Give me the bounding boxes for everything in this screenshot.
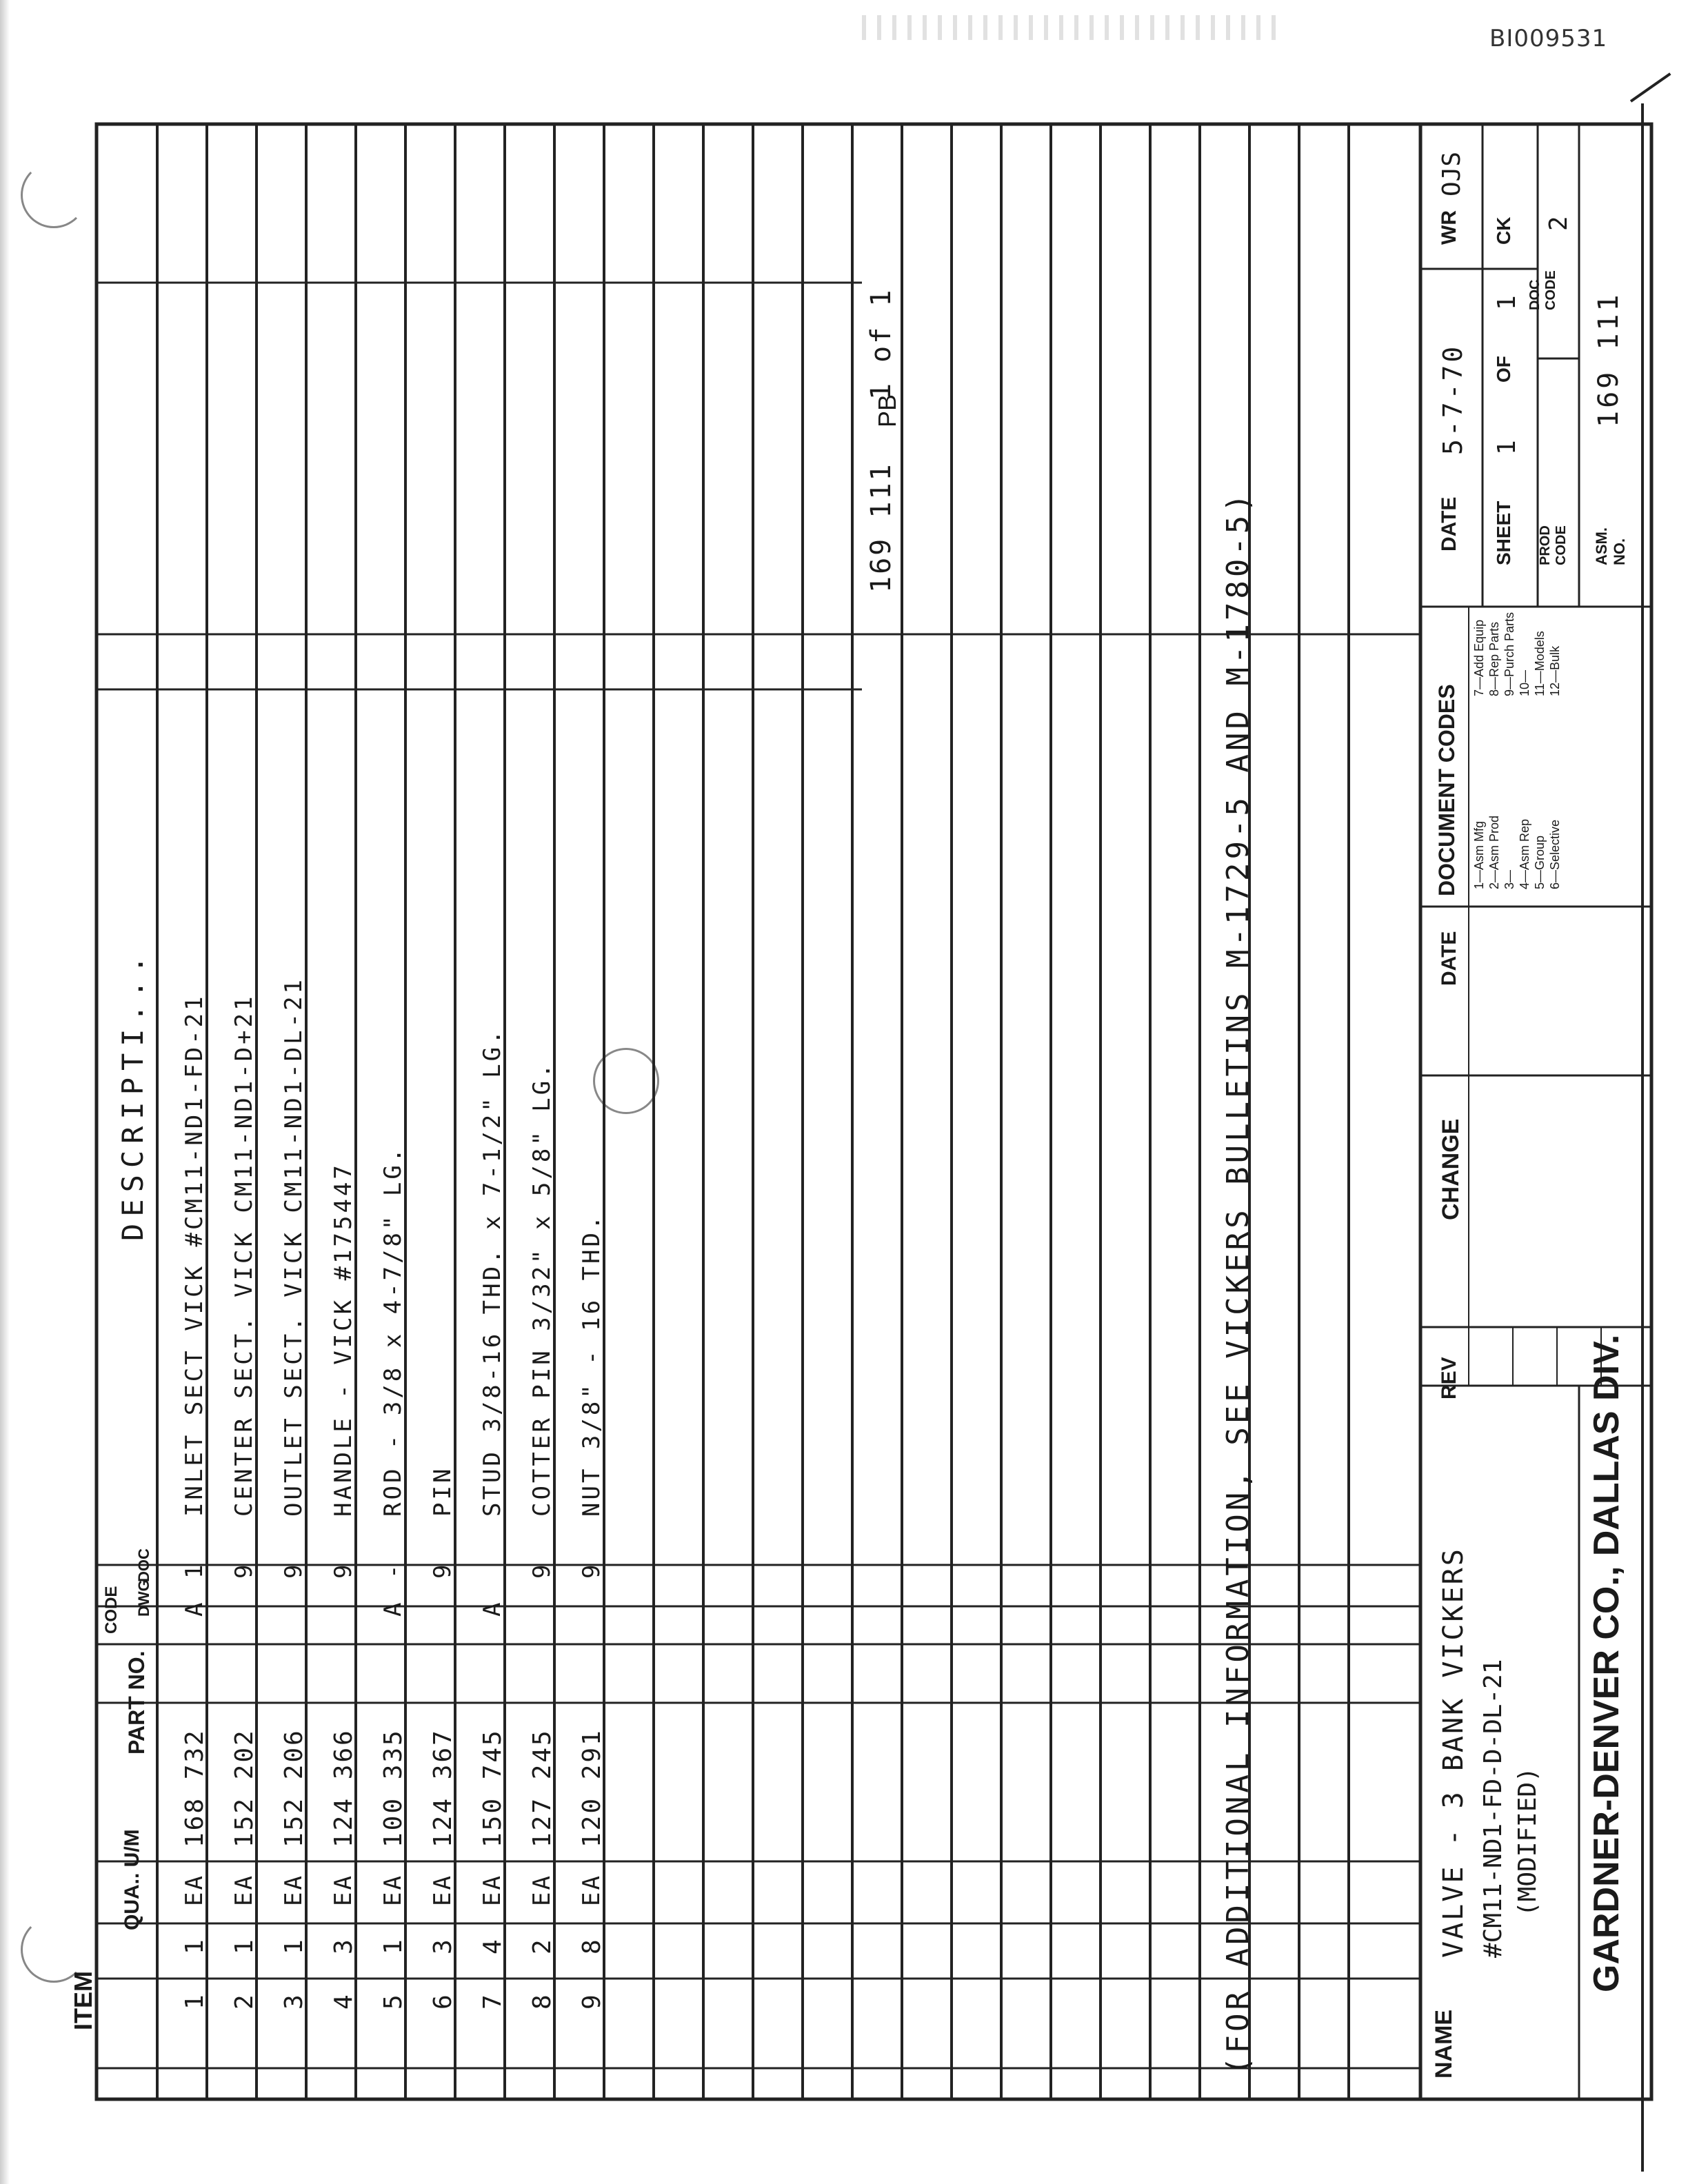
document-code-item: 9—Purch Parts	[1503, 611, 1516, 696]
doc-code-label: DOC CODE	[1527, 270, 1558, 310]
row-item: 8	[528, 1992, 556, 2010]
change-label: CHANGE	[1438, 1118, 1464, 1220]
top-page-count: 1 of 1	[865, 287, 897, 400]
of-value: 1	[1493, 295, 1521, 310]
row-qty: 1	[379, 1937, 408, 1954]
date-value: 5-7-70	[1438, 343, 1468, 455]
row-part-no: 152 202	[230, 1728, 259, 1848]
row-qty: 1	[280, 1937, 308, 1954]
row-part-no: 124 366	[330, 1728, 358, 1848]
document-code-item: 3—	[1503, 869, 1516, 889]
document-code-item: 7—Add Equip	[1472, 619, 1486, 696]
row-description: PIN	[429, 1466, 456, 1517]
row-doc-code: 9	[330, 1562, 357, 1579]
row-um: EA	[330, 1874, 357, 1906]
ck-label: CK	[1493, 216, 1514, 245]
row-part-no: 120 291	[578, 1728, 606, 1848]
row-um: EA	[379, 1874, 407, 1906]
row-item: 3	[280, 1992, 308, 2010]
row-qty: 3	[330, 1937, 358, 1954]
document-code-item: 1—Asm Mfg	[1472, 820, 1486, 889]
header-code: CODE	[102, 1586, 121, 1634]
name-line-2: #CM11-ND1-FD-D-DL-21	[1479, 1659, 1507, 1958]
document-code-item: 2—Asm Prod	[1487, 815, 1501, 889]
prod-code-label: PROD CODE	[1538, 525, 1569, 565]
date-field-label: DATE	[1438, 496, 1460, 552]
company-name: GARDNER-DENVER CO., DALLAS DIV.	[1587, 1334, 1627, 1992]
row-qty: 1	[230, 1937, 259, 1954]
header-description: DESCRIPTI...	[116, 949, 150, 1241]
row-description: HANDLE - VICK #175447	[330, 1162, 357, 1517]
row-doc-code: 9	[578, 1562, 605, 1579]
row-doc-code: 9	[280, 1562, 308, 1579]
row-item: 7	[479, 1992, 507, 2010]
row-dwg-code: A	[379, 1600, 407, 1617]
wr-value: OJS	[1438, 151, 1466, 196]
sheet-label: SHEET	[1493, 501, 1514, 565]
row-part-no: 100 335	[379, 1728, 408, 1848]
row-qty: 4	[479, 1937, 507, 1954]
row-description: CENTER SECT. VICK CM11-ND1-D+21	[230, 993, 258, 1517]
header-doc: DOC	[135, 1548, 152, 1582]
rev-label: REV	[1438, 1357, 1460, 1399]
bates-number: BI009531	[1489, 25, 1608, 52]
row-dwg-code: A	[479, 1600, 506, 1617]
document-code-item: 5—Group	[1533, 835, 1547, 889]
row-qty: 8	[578, 1937, 606, 1954]
row-description: ROD - 3/8 x 4-7/8" LG.	[379, 1145, 407, 1517]
row-um: EA	[429, 1874, 456, 1906]
sheet-value: 1	[1493, 440, 1521, 455]
row-dwg-code: A	[181, 1600, 208, 1617]
row-part-no: 124 367	[429, 1728, 457, 1848]
of-label: OF	[1493, 356, 1514, 383]
row-doc-code: 1	[181, 1562, 208, 1579]
row-item: 9	[578, 1992, 606, 2010]
row-description: COTTER PIN 3/32" x 5/8" LG.	[528, 1061, 556, 1517]
row-part-no: 168 732	[181, 1728, 209, 1848]
row-item: 2	[230, 1992, 259, 2010]
row-qty: 1	[181, 1937, 209, 1954]
row-part-no: 152 206	[280, 1728, 308, 1848]
name-line-3: (MODIFIED)	[1514, 1767, 1542, 1917]
asm-no-value: 169 111	[1593, 292, 1625, 427]
row-description: NUT 3/8" - 16 THD.	[578, 1213, 605, 1517]
row-part-no: 150 745	[479, 1728, 507, 1848]
row-um: EA	[578, 1874, 605, 1906]
page-marker: PB	[873, 394, 901, 427]
doc-code-value: 2	[1545, 216, 1573, 231]
row-item: 4	[330, 1992, 358, 2010]
name-label: NAME	[1431, 2009, 1457, 2079]
additional-info-note: (FOR ADDITIONAL INFORMATION, SEE VICKERS BULLETINS M-1729-5 AND M-1780-5)	[1220, 490, 1256, 2075]
row-item: 5	[379, 1992, 408, 2010]
document-code-item: 10—	[1518, 669, 1531, 696]
document-code-item: 8—Rep Parts	[1487, 621, 1501, 696]
row-item: 6	[429, 1992, 457, 2010]
document-codes-label: DOCUMENT CODES	[1434, 684, 1459, 896]
name-line-1: VALVE - 3 BANK VICKERS	[1438, 1547, 1469, 1958]
row-part-no: 127 245	[528, 1728, 556, 1848]
header-qty-um: QUA.. U/M	[121, 1829, 143, 1930]
row-qty: 3	[429, 1937, 457, 1954]
wr-label: WR	[1438, 210, 1460, 245]
header-part-no: PART NO.	[124, 1650, 149, 1755]
document-code-item: 6—Selective	[1548, 819, 1562, 889]
top-reference-number: 169 111	[865, 462, 897, 593]
header-dwg: DWG	[135, 1579, 152, 1617]
date-column-label: DATE	[1438, 931, 1460, 986]
header-item: ITEM	[69, 1971, 97, 2030]
row-um: EA	[230, 1874, 258, 1906]
row-description: INLET SECT VICK #CM11-ND1-FD-21	[181, 993, 208, 1517]
row-um: EA	[528, 1874, 556, 1906]
row-qty: 2	[528, 1937, 556, 1954]
row-description: STUD 3/8-16 THD. x 7-1/2" LG.	[479, 1027, 506, 1517]
row-um: EA	[181, 1874, 208, 1906]
row-doc-code: 9	[528, 1562, 556, 1579]
row-item: 1	[181, 1992, 209, 2010]
row-doc-code: 9	[429, 1562, 456, 1579]
row-um: EA	[479, 1874, 506, 1906]
row-doc-code: 9	[230, 1562, 258, 1579]
document-code-item: 11—Models	[1533, 631, 1547, 696]
row-doc-code: -	[379, 1562, 407, 1579]
row-description: OUTLET SECT. VICK CM11-ND1-DL-21	[280, 976, 308, 1517]
document-code-item: 12—Bulk	[1548, 645, 1562, 696]
asm-no-label: ASM. NO.	[1593, 527, 1628, 565]
document-code-item: 4—Asm Rep	[1518, 818, 1531, 889]
row-um: EA	[280, 1874, 308, 1906]
